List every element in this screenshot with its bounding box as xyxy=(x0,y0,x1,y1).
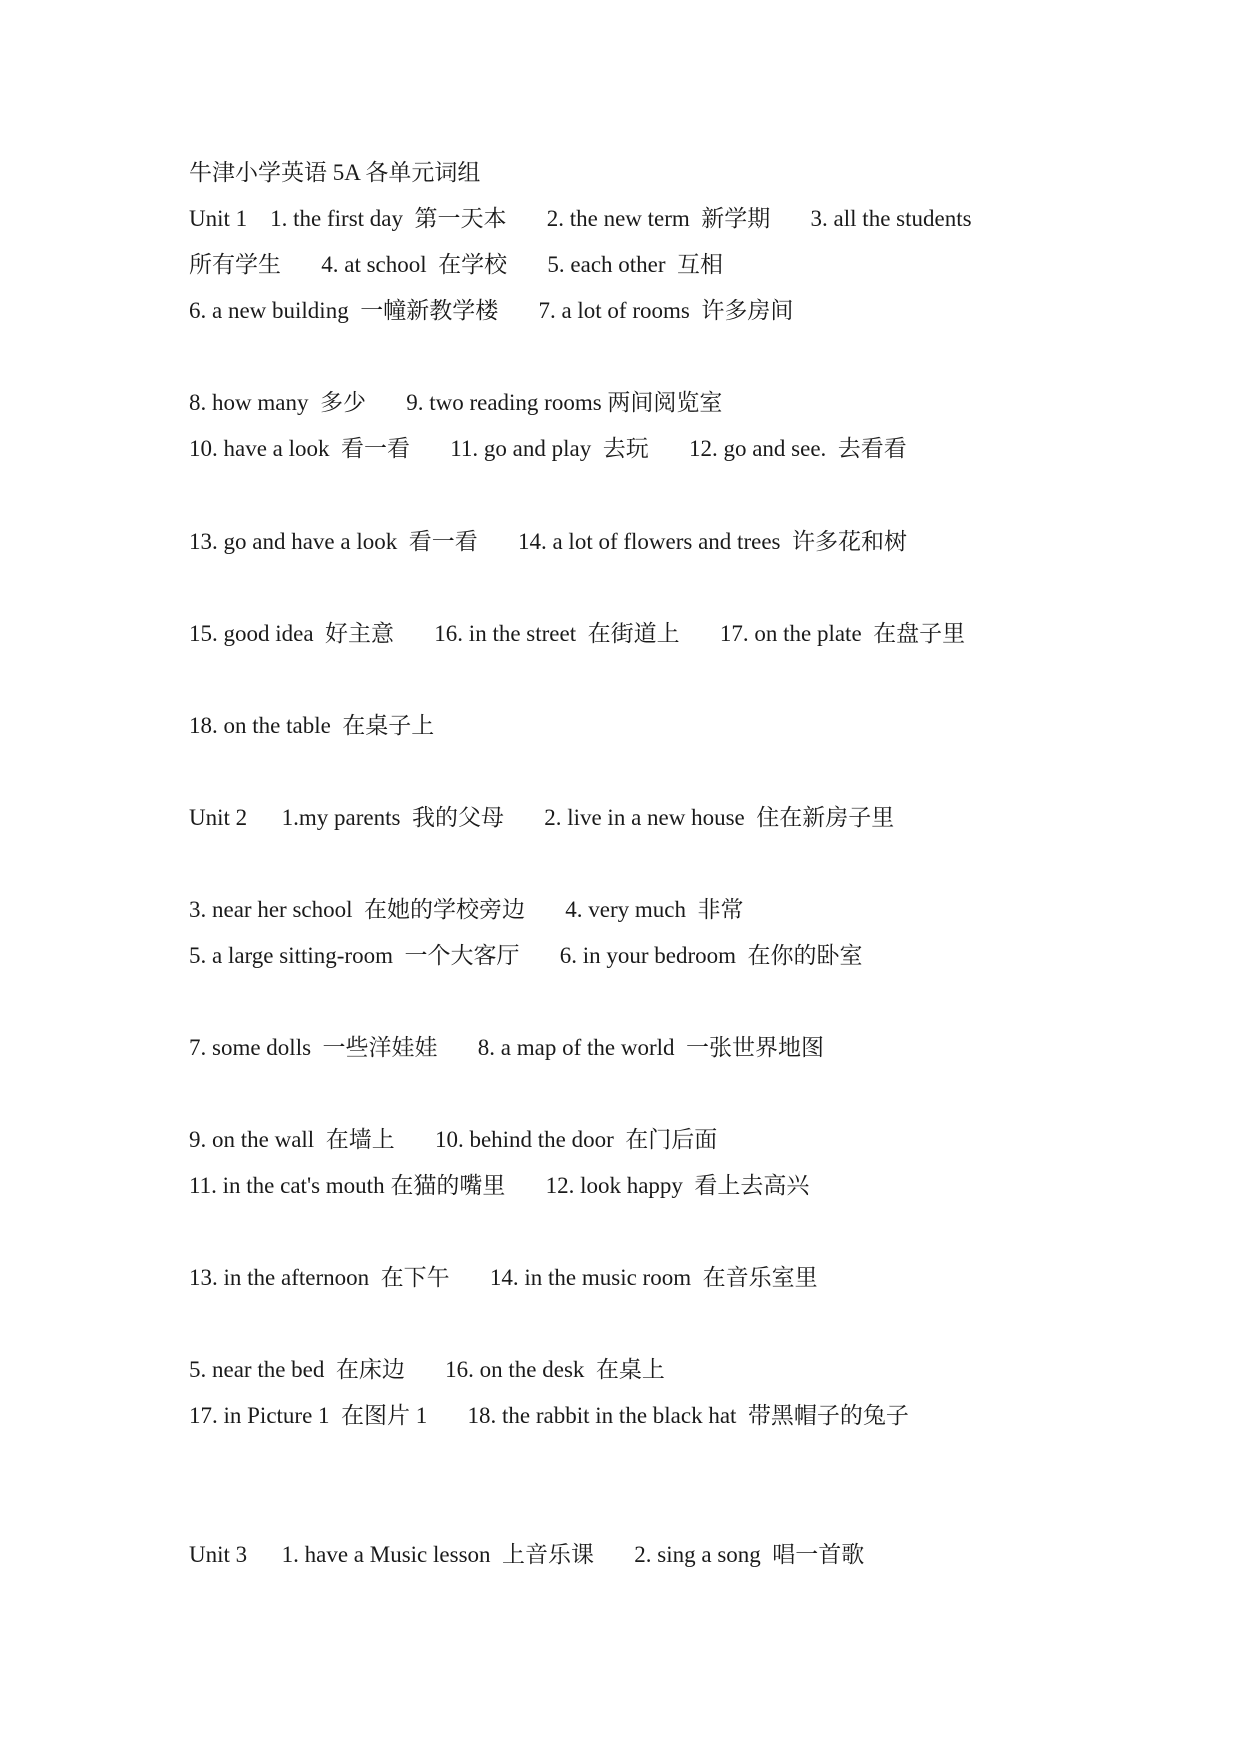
text-line: 8. how many 多少 9. two reading rooms 两间阅览室 xyxy=(189,390,723,415)
text-line: 17. in Picture 1 在图片 1 18. the rabbit in the black hat 带黑帽子的兔子 xyxy=(189,1403,909,1428)
text-line: 10. have a look 看一看 11. go and play 去玩 12. go and see. 去看看 xyxy=(189,436,907,461)
text-line: Unit 2 1.my parents 我的父母 2. live in a new house 住在新房子里 xyxy=(189,805,895,830)
text-line: 5. a large sitting-room 一个大客厅 6. in your bedroom 在你的卧室 xyxy=(189,943,863,968)
text-line: 3. near her school 在她的学校旁边 4. very much 非常 xyxy=(189,897,744,922)
text-line: 18. on the table 在桌子上 xyxy=(189,713,435,738)
text-line: 6. a new building 一幢新教学楼 7. a lot of rooms 许多房间 xyxy=(189,298,794,323)
text-line: Unit 1 1. the first day 第一天本 2. the new term 新学期 3. all the students xyxy=(189,206,972,231)
document-title: 牛津小学英语 5A 各单元词组 xyxy=(189,160,481,185)
text-line: 15. good idea 好主意 16. in the street 在街道上 17. on the plate 在盘子里 xyxy=(189,621,966,646)
text-line: 9. on the wall 在墙上 10. behind the door 在门后面 xyxy=(189,1127,718,1152)
text-line: Unit 3 1. have a Music lesson 上音乐课 2. sing a song 唱一首歌 xyxy=(189,1542,865,1567)
text-line: 5. near the bed 在床边 16. on the desk 在桌上 xyxy=(189,1357,665,1382)
text-line: 13. go and have a look 看一看 14. a lot of flowers and trees 许多花和树 xyxy=(189,529,907,554)
text-line: 11. in the cat's mouth 在猫的嘴里 12. look happy 看上去高兴 xyxy=(189,1173,810,1198)
text-line: 13. in the afternoon 在下午 14. in the music room 在音乐室里 xyxy=(189,1265,818,1290)
text-line: 7. some dolls 一些洋娃娃 8. a map of the world 一张世界地图 xyxy=(189,1035,825,1060)
text-line: 所有学生 4. at school 在学校 5. each other 互相 xyxy=(189,252,724,277)
